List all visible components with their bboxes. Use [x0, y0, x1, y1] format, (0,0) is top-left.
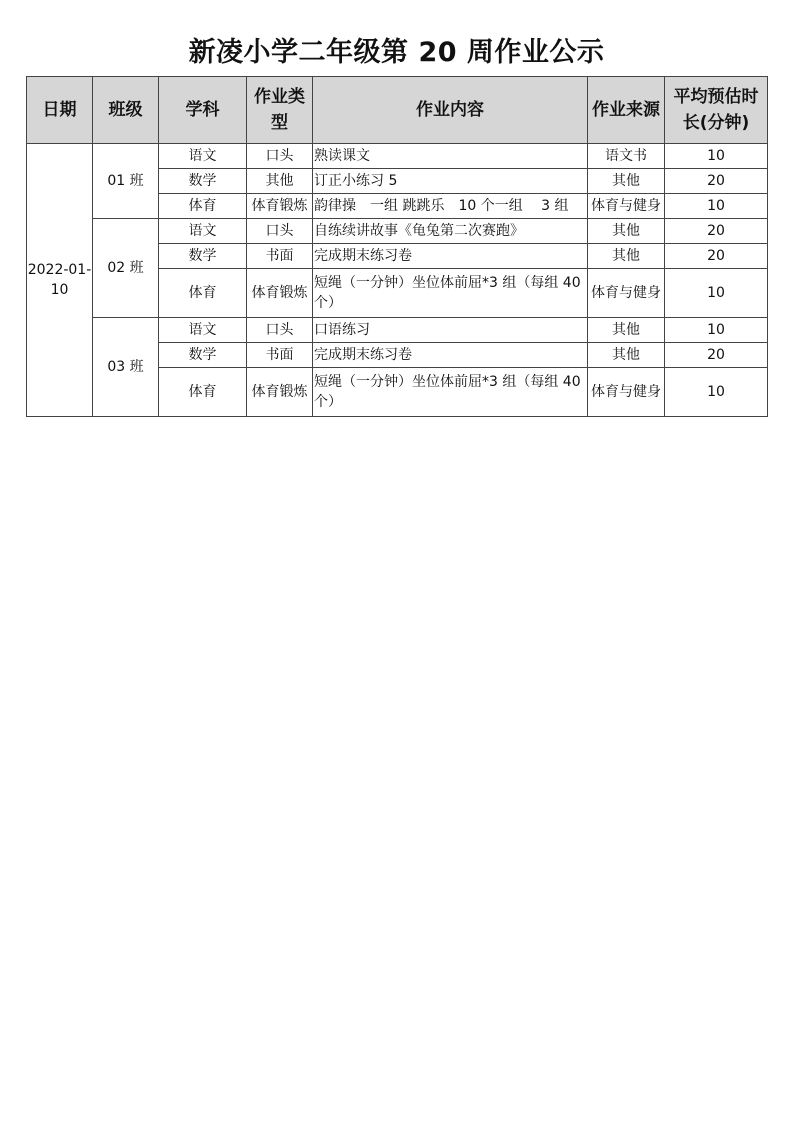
page-title: 新凌小学二年级第 20 周作业公示	[188, 37, 605, 68]
subject-cell: 语文	[159, 219, 247, 244]
header-type	[247, 77, 313, 144]
table-row	[27, 219, 768, 244]
content-cell: 韵律操 一组 跳跳乐 10 个一组 3 组	[313, 194, 588, 219]
header-date: 日期	[27, 77, 93, 144]
subject-cell: 语文	[159, 318, 247, 343]
header-type-line1: 作业类	[254, 87, 305, 107]
minutes-cell: 10	[665, 144, 768, 169]
header-row	[27, 77, 768, 144]
type-cell: 口头	[247, 219, 313, 244]
type-cell: 书面	[247, 343, 313, 368]
minutes-cell: 10	[665, 318, 768, 343]
header-source: 作业来源	[588, 77, 665, 144]
type-cell: 口头	[247, 318, 313, 343]
content-cell: 自练续讲故事《龟兔第二次赛跑》	[313, 219, 588, 244]
subject-cell: 体育	[159, 269, 247, 318]
header-type-line2: 型	[271, 113, 288, 133]
homework-table	[26, 76, 768, 417]
source-cell: 其他	[588, 244, 665, 269]
source-cell: 体育与健身	[588, 269, 665, 318]
source-cell: 其他	[588, 219, 665, 244]
header-class: 班级	[93, 77, 159, 144]
class-cell: 01 班	[93, 144, 159, 219]
content-cell: 熟读课文	[313, 144, 588, 169]
header-content: 作业内容	[313, 77, 588, 144]
header-time-line2: 长(分钟)	[682, 113, 750, 133]
minutes-cell: 10	[665, 194, 768, 219]
header-time	[665, 77, 768, 144]
minutes-cell: 20	[665, 343, 768, 368]
date-line1: 2022-01-	[27, 262, 92, 278]
type-cell: 体育锻炼	[247, 194, 313, 219]
minutes-cell: 20	[665, 244, 768, 269]
table-row	[27, 318, 768, 343]
content-cell: 完成期末练习卷	[313, 244, 588, 269]
minutes-cell: 10	[665, 269, 768, 318]
date-cell	[27, 144, 93, 417]
content-cell: 口语练习	[313, 318, 588, 343]
source-cell: 其他	[588, 169, 665, 194]
header-time-line1: 平均预估时	[673, 87, 759, 107]
subject-cell: 体育	[159, 194, 247, 219]
source-cell: 体育与健身	[588, 194, 665, 219]
minutes-cell: 20	[665, 169, 768, 194]
source-cell: 其他	[588, 318, 665, 343]
content-cell: 订正小练习 5	[313, 169, 588, 194]
source-cell: 其他	[588, 343, 665, 368]
header-subject: 学科	[159, 77, 247, 144]
subject-cell: 体育	[159, 368, 247, 417]
source-cell: 体育与健身	[588, 368, 665, 417]
subject-cell: 数学	[159, 343, 247, 368]
class-cell: 02 班	[93, 219, 159, 318]
minutes-cell: 10	[665, 368, 768, 417]
type-cell: 其他	[247, 169, 313, 194]
subject-cell: 数学	[159, 169, 247, 194]
table-row	[27, 144, 768, 169]
content-cell: 短绳（一分钟）坐位体前屈*3 组（每组 40 个）	[313, 269, 588, 318]
subject-cell: 语文	[159, 144, 247, 169]
subject-cell: 数学	[159, 244, 247, 269]
class-cell: 03 班	[93, 318, 159, 417]
date-line2: 10	[50, 282, 69, 298]
minutes-cell: 20	[665, 219, 768, 244]
content-cell: 完成期末练习卷	[313, 343, 588, 368]
type-cell: 口头	[247, 144, 313, 169]
source-cell: 语文书	[588, 144, 665, 169]
content-cell: 短绳（一分钟）坐位体前屈*3 组（每组 40 个）	[313, 368, 588, 417]
type-cell: 书面	[247, 244, 313, 269]
type-cell: 体育锻炼	[247, 368, 313, 417]
type-cell: 体育锻炼	[247, 269, 313, 318]
